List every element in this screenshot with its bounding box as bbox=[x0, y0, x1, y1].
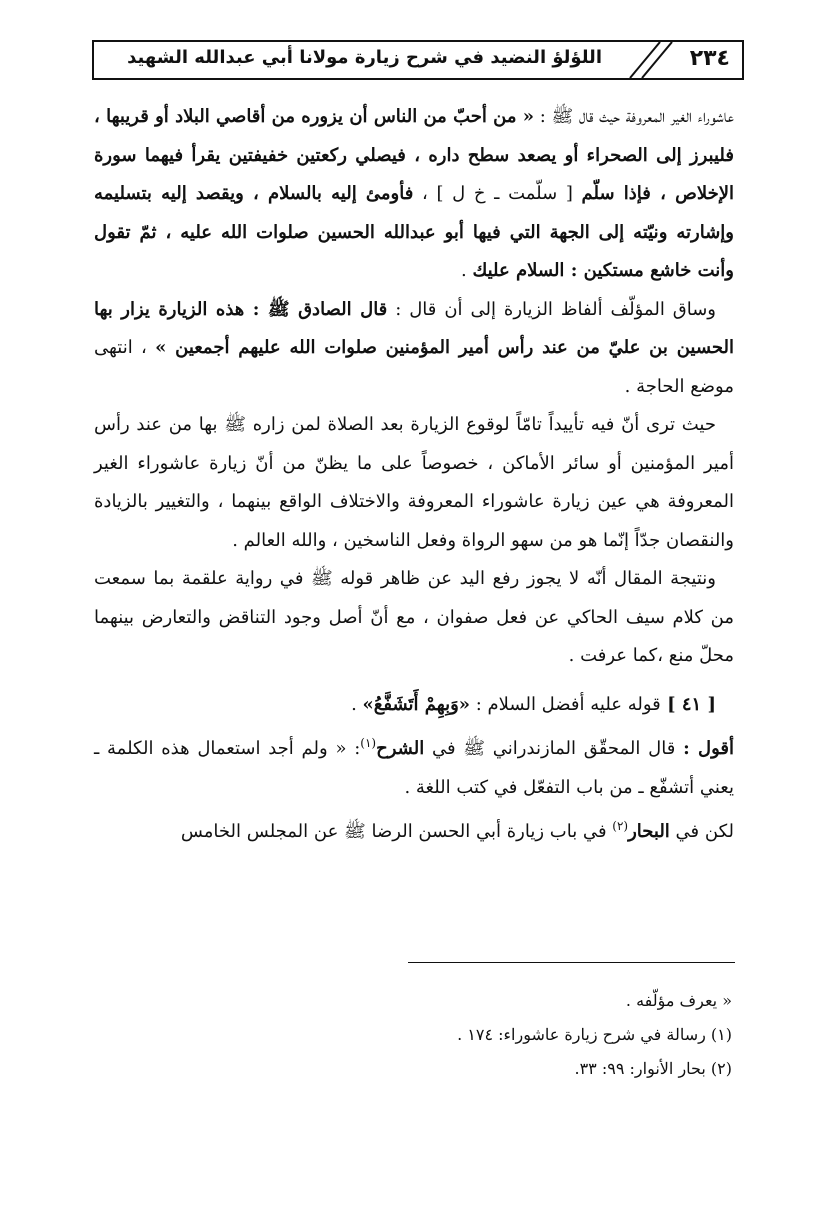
footnote: (٢) بحار الأنوار: ٩٩: ٣٣. bbox=[574, 1059, 732, 1078]
bold-text: فأومئ إليه بالسلام ، ويقصد إليه بتسليمه وإشارته ونيّته إلى الجهة التي فيها أبو عبدالله الحسين صلوات الله عليه ، ثمّ تقول وأنت خاشع مستكين : السلام عليك bbox=[94, 183, 734, 281]
text-run: حيث ترى أنّ فيه تأييداً تامّاً لوقوع الزيارة بعد الصلاة لمن زاره ﷺ بها من عند رأس أمير المؤمنين أو سائر الأماكن ، خصوصاً على ما يظنّ من أنّ زيارة عاشوراء الغير المعروفة هي عين زيارة عاشوراء المعروفة والاختلاف الواقع بينهما ، والتغيير بالزيادة والنقصان جدّاً إنّما هو من سهو الرواة وفعل الناسخين ، والله العالم . bbox=[94, 414, 734, 551]
bold-text: «وَبِهِمْ أَتَشَفَّعُ» bbox=[362, 693, 471, 715]
paragraph bbox=[94, 807, 734, 852]
paragraph bbox=[94, 98, 734, 291]
running-header bbox=[92, 40, 744, 80]
bold-text: [ ٤١ ] bbox=[660, 693, 716, 715]
footnote-ref[interactable]: (٢) bbox=[612, 819, 629, 833]
bold-text: الشرح bbox=[376, 738, 425, 759]
bold-text: أقول : bbox=[683, 738, 734, 759]
text-run: : « ولم أجد استعمال هذه الكلمة ـ يعني أتشفّع ـ من باب التفعّل في كتب اللغة . bbox=[94, 738, 734, 798]
footnote: (١) رسالة في شرح زيارة عاشوراء: ١٧٤ . bbox=[457, 1025, 732, 1044]
text-run: قال المحقّق المازندراني ﷺ في bbox=[424, 738, 684, 759]
page-number: ٢٣٤ bbox=[689, 46, 730, 71]
footnote-ref[interactable]: (١) bbox=[360, 736, 377, 750]
footnotes bbox=[300, 984, 732, 1086]
bold-text: « من أحبّ من الناس أن يزوره من أقاصي البلاد أو قريبها ، فليبرز إلى الصحراء أو يصعد سطح داره ، فيصلي ركعتين خفيفتين يقرأ فيهما سورة الإخلاص ، فإذا سلّم bbox=[94, 106, 734, 204]
paragraph bbox=[94, 406, 734, 560]
text-run: [ سلّمت ـ خ ل ] ، bbox=[413, 183, 582, 204]
paragraph bbox=[94, 291, 734, 407]
paragraph bbox=[94, 560, 734, 676]
bold-text: قال الصادق ﷺ : هذه الزيارة يزار بها الحسين بن عليّ من عند رأس أمير المؤمنين صلوات الله عليهم أجمعين » bbox=[94, 298, 734, 358]
text-run: ، انتهى موضع الحاجة . bbox=[94, 337, 734, 397]
running-title: اللؤلؤ النضيد في شرح زيارة مولانا أبي عبدالله الشهيد bbox=[127, 47, 602, 68]
paragraph bbox=[94, 686, 734, 725]
text-run: . bbox=[460, 260, 473, 281]
text-run: وساق المؤلّف ألفاظ الزيارة إلى أن قال : bbox=[387, 298, 716, 320]
paragraph bbox=[94, 724, 734, 807]
text-run: لكن في bbox=[669, 821, 734, 842]
text-run: عاشوراء الغير المعروفة حيث قال ﷺ : bbox=[534, 106, 734, 127]
text-run: . bbox=[351, 693, 363, 715]
footnote: « يعرف مؤلّفه . bbox=[625, 991, 732, 1010]
text-run: ونتيجة المقال أنّه لا يجوز رفع اليد عن ظاهر قوله ﷺ في رواية علقمة بما سمعت من كلام سيف الحاكي عن فعل صفوان ، مع أنّ أصل وجود التناقض والتعارض بينهما محلّ منع ،كما عرفت . bbox=[94, 568, 734, 666]
text-run: في باب زيارة أبي الحسن الرضا ﷺ عن المجلس الخامس bbox=[180, 821, 613, 842]
bold-text: البحار bbox=[628, 821, 670, 842]
footnote-separator bbox=[408, 962, 735, 963]
body-text bbox=[94, 98, 734, 852]
text-run: قوله عليه أفضل السلام : bbox=[470, 693, 661, 715]
